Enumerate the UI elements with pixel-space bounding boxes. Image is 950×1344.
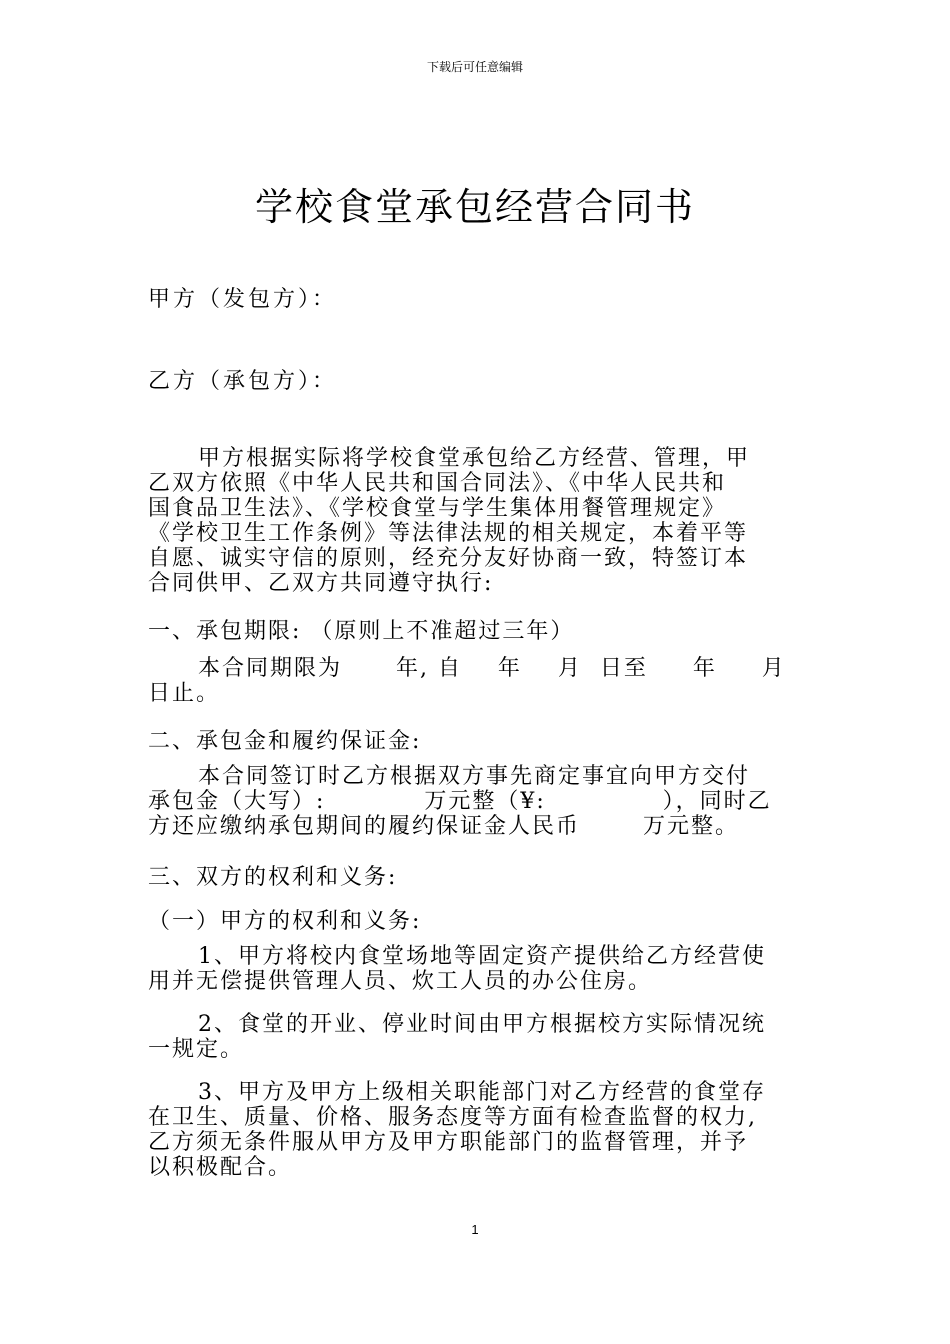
intro-line: 国食品卫生法》、《学校食堂与学生集体用餐管理规定》 [148, 496, 727, 521]
document-title: 学校食堂承包经营合同书 [254, 185, 695, 229]
intro-line: 合同供甲、乙双方共同遵守执行: [148, 571, 494, 596]
item-line: 用并无偿提供管理人员、炊工人员的办公住房。 [148, 969, 653, 994]
section-1-heading: 一、承包期限: （原则上不准超过三年） [148, 619, 575, 644]
item-line: 1、甲方将校内食堂场地等固定资产提供给乙方经营使 [198, 944, 766, 969]
section-2-line: 承包金（大写）: 万元整（¥: ），同时乙 [148, 789, 772, 814]
intro-line: 乙双方依照《中华人民共和国合同法》、《中华人民共和 [148, 471, 727, 496]
section-1-line: 本合同期限为 年, 自 年 月 日至 年 月 [198, 656, 786, 681]
section-1-line: 日止。 [148, 681, 221, 706]
item-line: 在卫生、质量、价格、服务态度等方面有检查监督的权力, [148, 1105, 757, 1130]
item-line: 一规定。 [148, 1037, 245, 1062]
item-1 [148, 944, 808, 994]
intro-line: 自愿、诚实守信的原则，经充分友好协商一致，特签订本 [148, 546, 749, 571]
subsection-1-heading: （一）甲方的权利和义务: [148, 909, 422, 934]
section-2-body [148, 764, 808, 839]
section-3-heading: 三、双方的权利和义务: [148, 865, 398, 890]
item-line: 乙方须无条件服从甲方及甲方职能部门的监督管理，并予 [148, 1130, 749, 1155]
section-1-body [148, 656, 808, 706]
item-line: 以积极配合。 [148, 1155, 293, 1180]
page-number: 1 [471, 1222, 479, 1237]
intro-line: 《学校卫生工作条例》等法律法规的相关规定，本着平等 [148, 521, 749, 546]
item-2 [148, 1012, 808, 1062]
section-2-line: 本合同签订时乙方根据双方事先商定事宜向甲方交付 [198, 764, 751, 789]
item-3 [148, 1080, 808, 1180]
item-line: 2、食堂的开业、停业时间由甲方根据校方实际情况统 [198, 1012, 766, 1037]
intro-paragraph [148, 446, 808, 596]
section-2-line: 方还应缴纳承包期间的履约保证金人民币 万元整。 [148, 814, 739, 839]
section-2-heading: 二、承包金和履约保证金: [148, 729, 422, 754]
party-a-label: 甲方（发包方）： [148, 287, 338, 312]
intro-line: 甲方根据实际将学校食堂承包给乙方经营、管理，甲 [198, 446, 751, 471]
item-line: 3、甲方及甲方上级相关职能部门对乙方经营的食堂存 [198, 1080, 766, 1105]
party-b-label: 乙方（承包方）： [148, 369, 338, 394]
header-note: 下载后可任意编辑 [426, 60, 523, 74]
